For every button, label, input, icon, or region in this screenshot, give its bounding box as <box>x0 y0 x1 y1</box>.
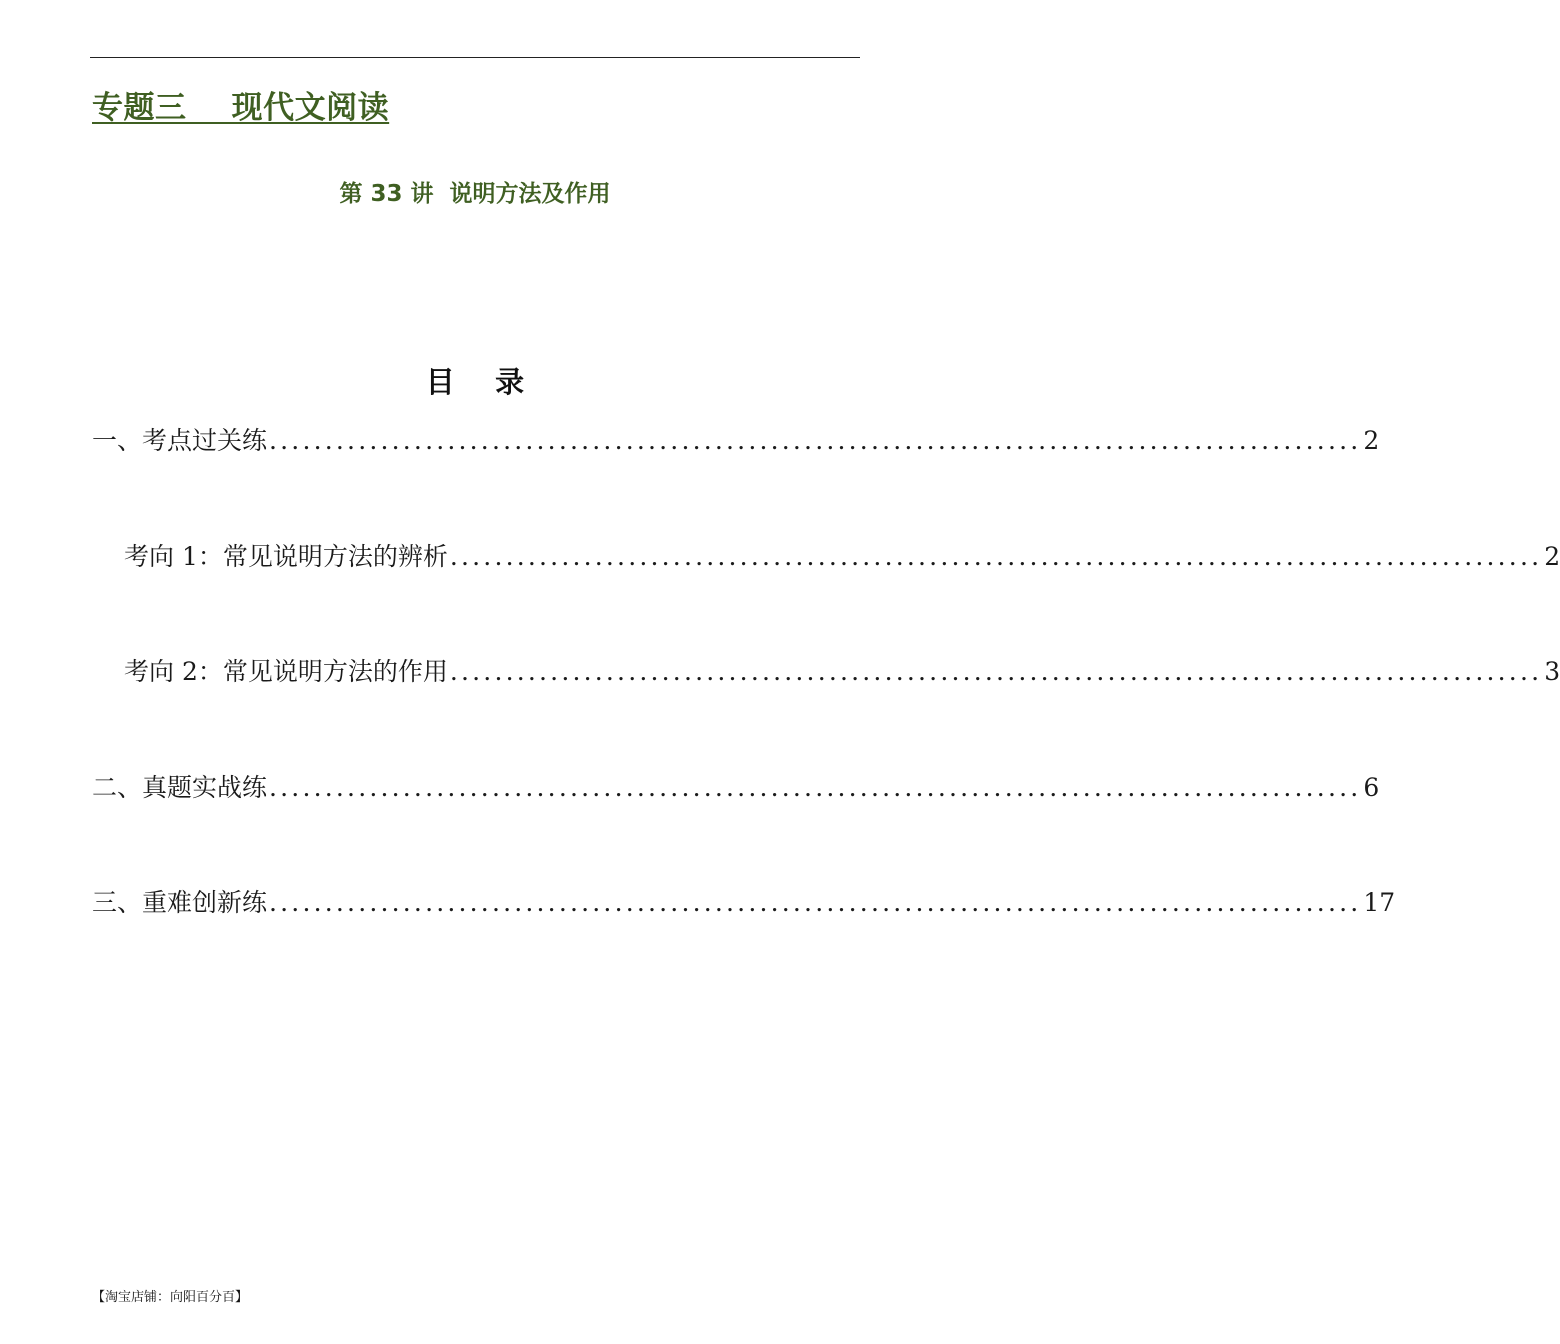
toc-entry-page: 17 <box>1363 888 1396 917</box>
toc-leader-dots: .................................................................................................. <box>449 542 1543 571</box>
toc-leader-dots: .................................................................................................. <box>269 426 1362 455</box>
toc-leader-dots: .................................................................................................. <box>449 657 1543 686</box>
toc-entry-label: 二、真题实战练 <box>92 773 268 802</box>
toc-entry-label: 一、考点过关练 <box>92 426 268 455</box>
toc-entry-label: 考向 2：常见说明方法的作用 <box>124 657 448 686</box>
top-rule <box>90 57 860 58</box>
toc-entry-kaodian[interactable] <box>92 421 1380 455</box>
toc-entry-page: 3 <box>1544 657 1560 686</box>
toc-entry-zhongnan[interactable] <box>92 883 1396 917</box>
footer-shop-text: 【淘宝店铺：向阳百分百】 <box>92 1290 249 1305</box>
toc-leader-dots: .................................................................................................. <box>269 773 1362 802</box>
toc-entry-page: 2 <box>1544 542 1560 571</box>
toc-entry-page: 6 <box>1363 773 1380 802</box>
toc-entry-label: 考向 1：常见说明方法的辨析 <box>124 542 448 571</box>
toc-leader-dots: .................................................................................................. <box>269 888 1362 917</box>
toc-entry-page: 2 <box>1363 426 1380 455</box>
toc-entry-kaoxiang-1[interactable] <box>124 537 1560 571</box>
toc-heading: 目 录 <box>425 365 525 399</box>
toc-entry-label: 三、重难创新练 <box>92 888 268 917</box>
lesson-title: 第 33 讲 说明方法及作用 <box>339 181 611 207</box>
toc-entry-kaoxiang-2[interactable] <box>124 652 1560 686</box>
section-title: 专题三 现代文阅读 <box>92 90 390 126</box>
toc-entry-zhenti[interactable] <box>92 768 1380 802</box>
